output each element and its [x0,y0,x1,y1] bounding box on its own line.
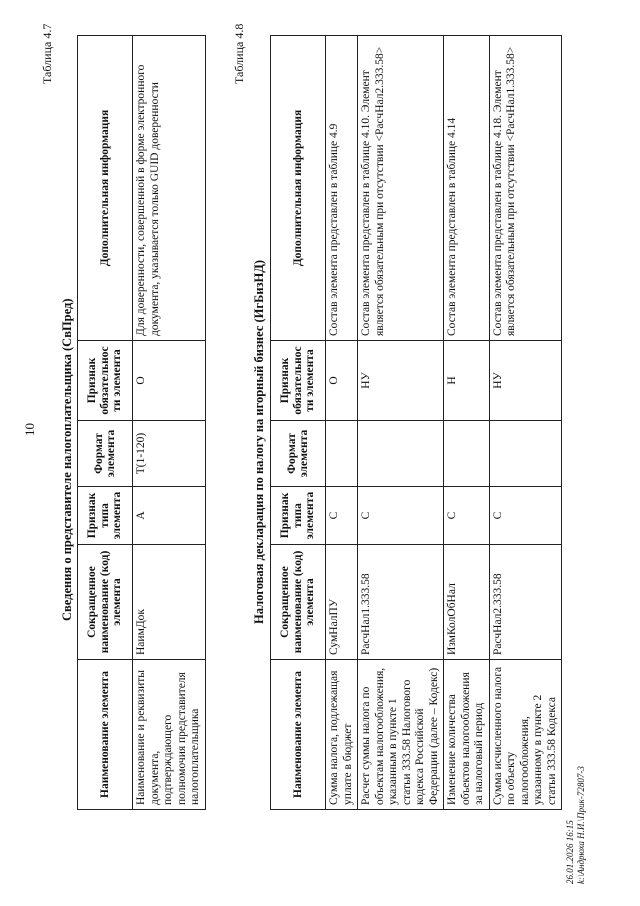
table1-title: Сведения о представителе налогоплательщика (СвПред) [60,298,74,621]
element-type: С [358,487,444,545]
element-code: ИзмКолОбНал [444,545,490,660]
table1-header: Признак обязательности элемента [78,341,133,421]
stamp-date: 26.01.2026 16:15 [565,820,575,884]
element-info: Состав элемента представлен в таблице 4.10. Элемент является обязательным при отсутствии <РасчНал2.333.58> [358,36,444,341]
table2-header: Формат элемента [271,421,326,487]
element-required: О [326,341,358,421]
table2-title: Налоговая декларация по налогу на игорный бизнес (ИгБизНД) [252,259,266,624]
element-info: Состав элемента представлен в таблице 4.18. Элемент является обязательным при отсутствии <РасчНал1.333.58> [489,36,562,341]
table-igbiznd [270,35,562,810]
table1-header: Признак типа элемента [78,487,133,545]
element-name: Сумма налога, подлежащая уплате в бюджет [326,660,358,810]
table1-label: Таблица 4.7 [40,23,54,84]
table-row [358,36,444,810]
element-info: Состав элемента представлен в таблице 4.9 [326,36,358,341]
table1-header-row [78,36,133,810]
table2-header: Признак типа элемента [271,487,326,545]
element-name: Сумма исчисленного налога по объекту налогообложения, указанному в пункте 2 статьи 333.58 Кодекса [489,660,562,810]
file-stamp [565,766,587,884]
element-info: Для доверенности, совершенной в форме электронного документа, указывается только GUID доверенности [133,36,206,341]
table2-header-row [271,36,326,810]
element-required: Н [444,341,490,421]
table1-header: Наименование элемента [78,660,133,810]
element-format [358,421,444,487]
table1-header: Дополнительная информация [78,36,133,341]
table2-header: Дополнительная информация [271,36,326,341]
table-row [326,36,358,810]
table1-header: Сокращенное наименование (код) элемента [78,545,133,660]
element-name: Изменение количества объектов налогообложения за налоговый период [444,660,490,810]
stamp-path: k:\Андрюха Н.И.\Прик-72807-3 [576,766,586,884]
table-row [489,36,562,810]
table-svpred [77,35,206,810]
element-type: С [444,487,490,545]
element-name: Наименование и реквизиты документа, подтверждающего полномочия представителя налогоплательщика [133,660,206,810]
page-number: 10 [22,423,37,436]
element-code: РасчНал1.333.58 [358,545,444,660]
table2-header: Наименование элемента [271,660,326,810]
element-format [489,421,562,487]
element-type: А [133,487,206,545]
element-required: О [133,341,206,421]
table-row [133,36,206,810]
element-required: НУ [358,341,444,421]
table1-header: Формат элемента [78,421,133,487]
element-format: Т(1-120) [133,421,206,487]
element-type: С [326,487,358,545]
element-format [326,421,358,487]
element-name: Расчет суммы налога по объектам налогообложения, указанным в пункте 1 статьи 333.58 Налогового кодекса Российской Федерации (далее – Кодекс) [358,660,444,810]
element-format [444,421,490,487]
element-info: Состав элемента представлен в таблице 4.14 [444,36,490,341]
element-code: НаимДок [133,545,206,660]
element-code: СумНалПУ [326,545,358,660]
table2-label: Таблица 4.8 [232,23,246,84]
table2-header: Признак обязательности элемента [271,341,326,421]
element-type: С [489,487,562,545]
element-required: НУ [489,341,562,421]
table2-header: Сокращенное наименование (код) элемента [271,545,326,660]
table-row [444,36,490,810]
element-code: РасчНал2.333.58 [489,545,562,660]
